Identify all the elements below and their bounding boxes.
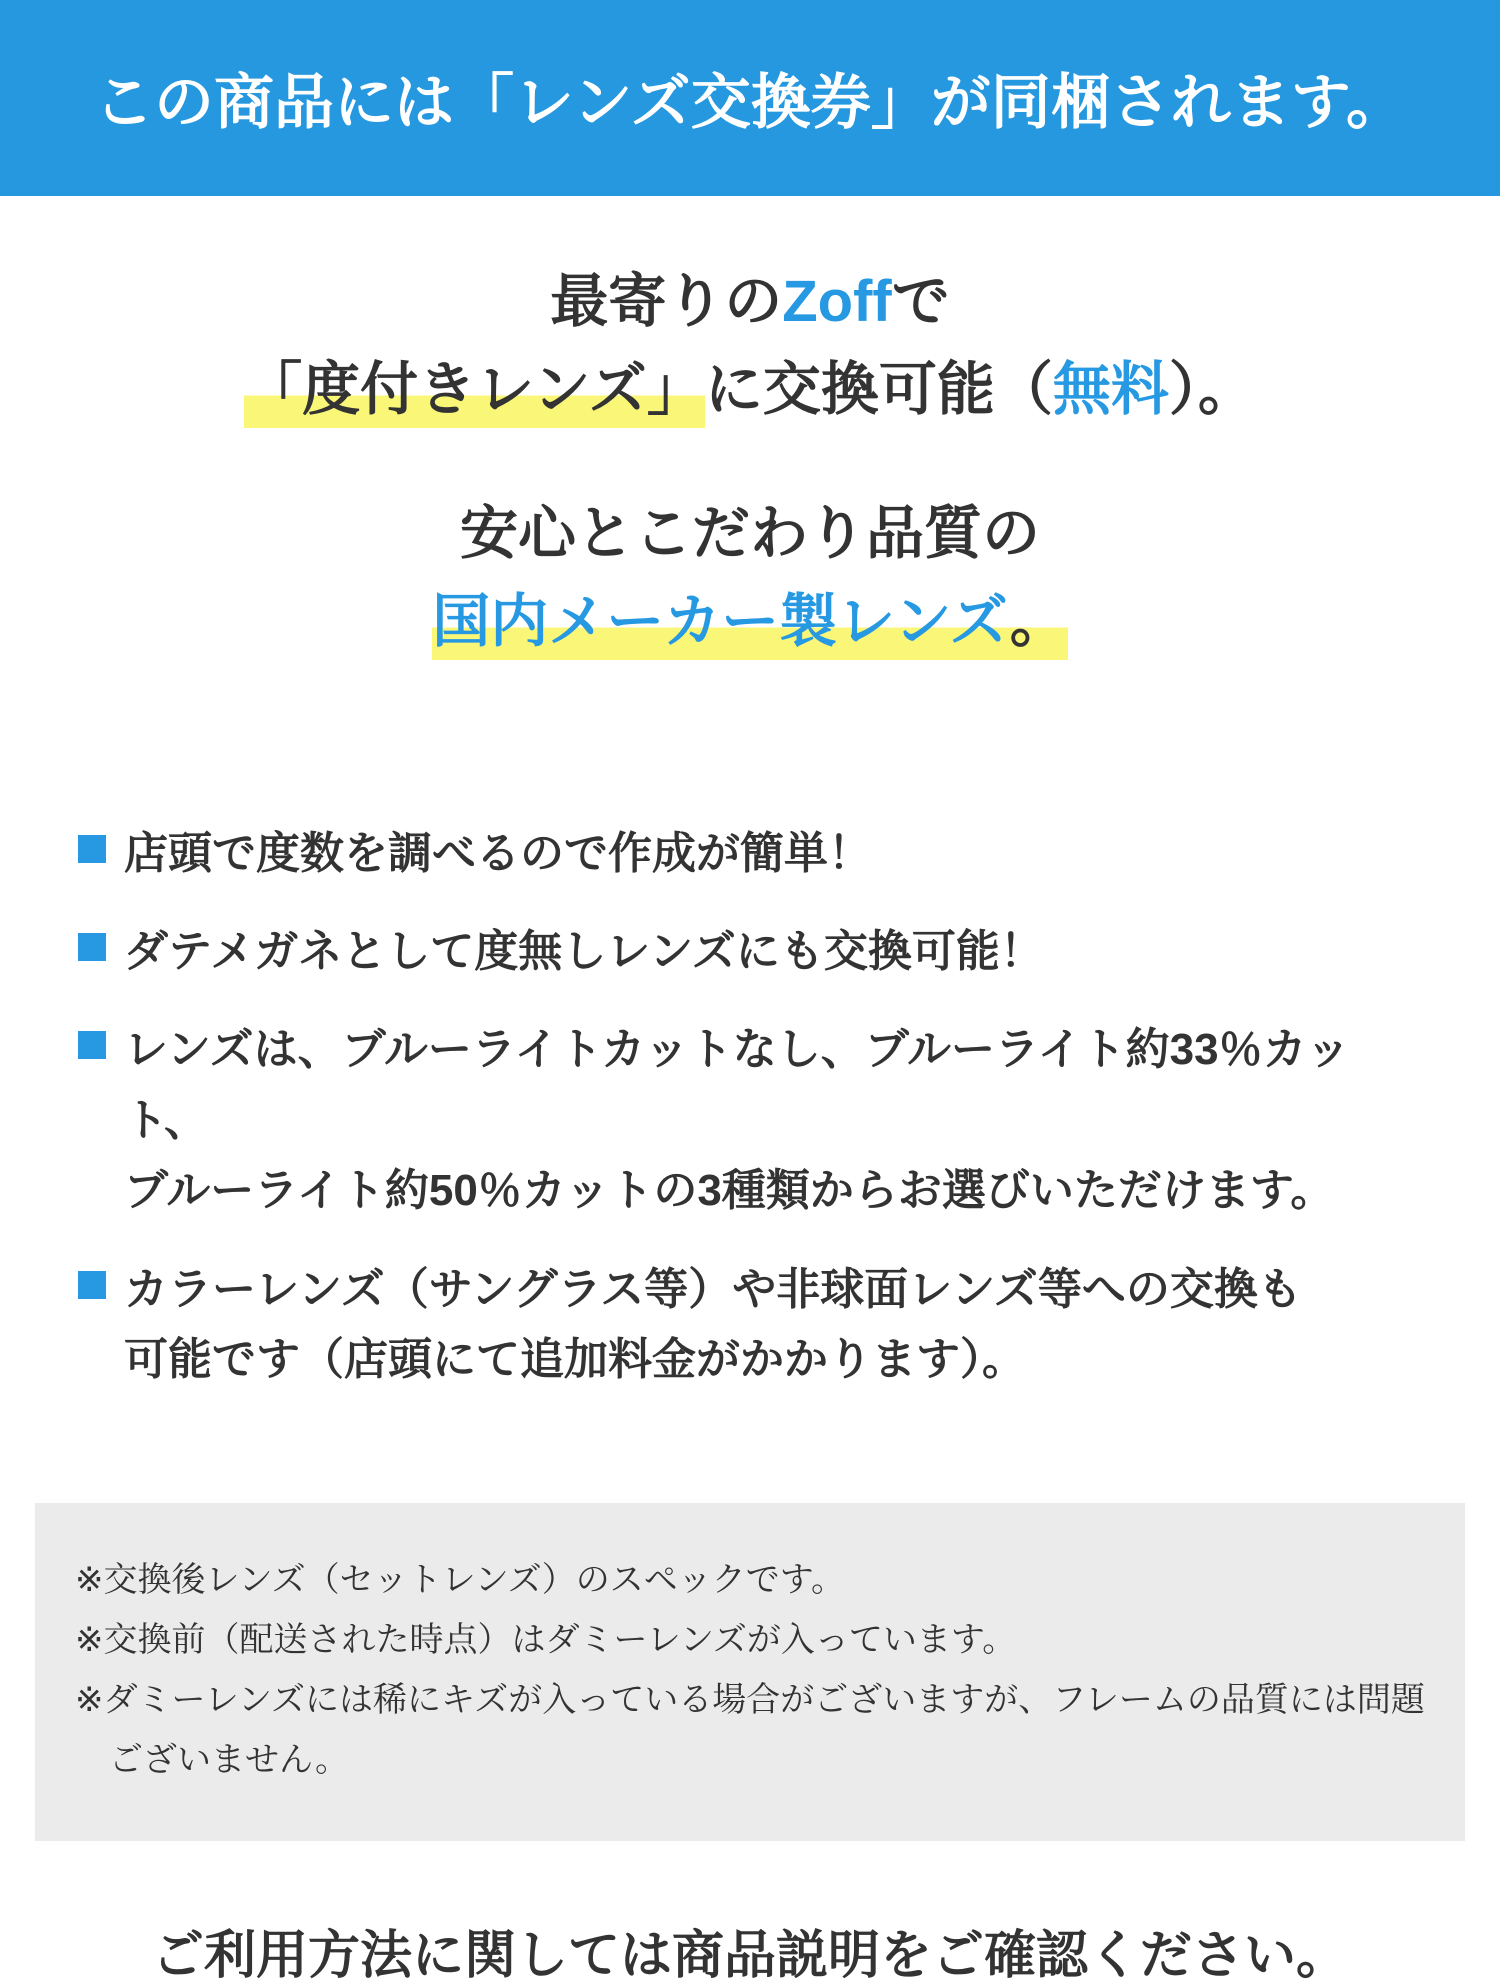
bullet-square-icon [78,1031,106,1059]
bullet-square-icon [78,1271,106,1299]
notes-box [35,1503,1465,1840]
note-1: ※交換後レンズ（セットレンズ）のスペックです。 [75,1561,846,1600]
free-word: 無料 [1052,357,1169,423]
feature-1-line-1: 店頭で度数を調べるので作成が簡単！ [124,828,872,878]
hero-line4-highlight [432,589,1067,660]
footer-section [0,1913,1500,1988]
domestic-lens-phrase: 国内メーカー製レンズ [432,589,1010,655]
hero-line4-period: 。 [1009,589,1068,655]
hero-line-2 [0,346,1500,434]
feature-3-line-1: レンズは、ブルーライトカットなし、ブルーライト約33％カット、 [124,1025,1351,1145]
top-banner [0,0,1500,196]
feature-list [78,819,1422,1424]
feature-item-1 [78,819,1422,889]
feature-item-3 [78,1015,1422,1226]
feature-item-4 [78,1255,1422,1396]
feature-4-line-2: 可能です（店頭にて追加料金がかかります）。 [124,1334,1026,1384]
hero-line1-pre: 最寄りの [550,269,783,334]
footer-text: ご利用方法に関しては商品説明をご確認ください。 [151,1926,1348,1985]
feature-2-line-1: ダテメガネとして度無しレンズにも交換可能！ [124,927,1044,977]
feature-text-2 [124,917,1044,987]
note-3: ※ダミーレンズには稀にキズが入っている場合がございますが、フレームの品質には問題ございません。 [75,1681,1425,1779]
note-2: ※交換前（配送された時点）はダミーレンズが入っています。 [75,1621,1017,1660]
hero-line-1 [0,258,1500,346]
hero-line2-highlight: 「度付きレンズ」 [244,357,705,428]
feature-3-line-2: ブルーライト約50％カットの3種類からお選びいただけます。 [124,1166,1335,1216]
bullet-square-icon [78,835,106,863]
feature-item-2 [78,917,1422,987]
hero-line-4 [0,578,1500,666]
hero-line2-mid: に交換可能（ [704,357,1053,423]
hero-group-2 [0,490,1500,666]
bullet-square-icon [78,933,106,961]
banner-title: この商品には「レンズ交換券」が同梱されます。 [94,69,1406,136]
hero-section [0,258,1500,667]
hero-line-3: 安心とこだわり品質の [459,501,1040,567]
feature-text-1 [124,819,872,889]
feature-4-line-1: カラーレンズ（サングラス等）や非球面レンズ等への交換も [124,1264,1302,1314]
feature-text-4 [124,1255,1302,1396]
hero-line1-post: で [891,269,950,334]
hero-line2-post: ）。 [1168,357,1256,423]
hero-group-1 [0,258,1500,434]
brand-name: Zoff [782,269,892,334]
feature-text-3 [124,1015,1422,1226]
